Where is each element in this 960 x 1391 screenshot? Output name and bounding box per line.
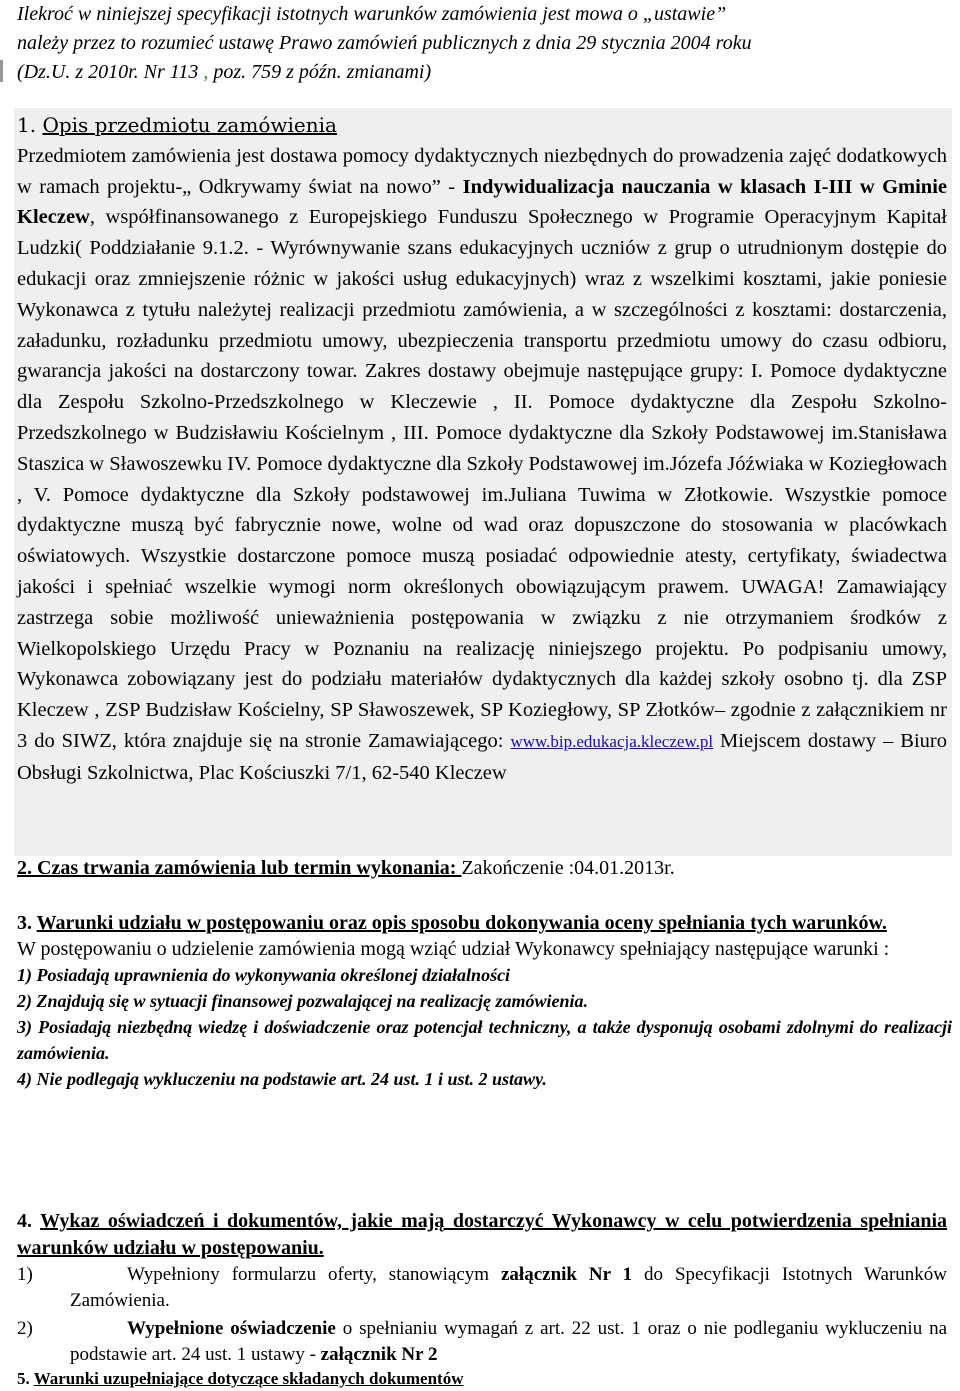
- section-3-heading: [17, 910, 952, 936]
- intro-paragraph: [17, 0, 917, 87]
- condition-item: 4) Nie podlegają wykluczeniu na podstawie art. 24 ust. 1 i ust. 2 ustawy.: [17, 1069, 547, 1089]
- item-2-text-a: Wypełnione oświadczenie: [127, 1318, 336, 1339]
- section-1: [17, 110, 947, 789]
- document-list-item: [17, 1316, 947, 1368]
- intro-line-3: [17, 58, 917, 87]
- list-item-number: 1): [17, 1264, 33, 1285]
- section-5-title: Warunki uzupełniające dotyczące składanych dokumentów: [33, 1369, 464, 1388]
- intro-comma-mark: ,: [203, 61, 209, 83]
- condition-item: 3) Posiadają niezbędną wiedzę i doświadczenie oraz potencjał techniczny, a także dysponują osobami zdolnymi do realizacji zamówienia.: [17, 1017, 952, 1063]
- section-3-number: 3.: [17, 912, 37, 934]
- margin-change-bar: [0, 60, 3, 82]
- intro-line-1: Ilekroć w niniejszej specyfikacji istotnych warunków zamówienia jest mowa o „ustawie”: [17, 3, 727, 25]
- section-1-body-c: , współfinansowanego z Europejskiego Funduszu Społecznego w Programie Operacyjnym Kapitał Ludzki( Poddziałanie 9.1.2. - Wyrównywanie szans edukacyjnych uczniów z grup o utrudnionym dostępie do edukacji oraz zmniejszenie różnic w jakości usług edukacyjnych) wraz z wszelkimi kosztami, jakie poniesie Wykonawca z tytułu należytej realizacji przedmiotu zamówienia, a w szczególności z kosztami: dostarczenia, załadunku, rozładunku przedmiotu umowy, ubezpieczenia transportu przedmiotu umowy do czasu odbioru, gwarancja jakości na dostarczony towar. Zakres dostawy obejmuje następujące grupy: I. Pomoce dydaktyczne dla Zespołu Szkolno-Przedszkolnego w Kleczewie , II. Pomoce dydaktyczne dla Zespołu Szkolno-Przedszkolnego w Budzisławiu Kościelnym , III. Pomoce dydaktyczne dla Szkoły Podstawowej im.Stanisława Staszica w Sławoszewku IV. Pomoce dydaktyczne dla Szkoły Podstawowej im.Józefa Jóźwiaka w Koziegłowach , V. Pomoce dydaktyczne dla Szkoły podstawowej im.Juliana Tuwima w Złotkowie. Wszystkie pomoce dydaktyczne muszą być fabrycznie nowe, wolne od wad oraz dopuszczone do stosowania w placówkach oświatowych. Wszystkie dostarczone pomoce muszą posiadać odpowiednie atesty, certyfikaty, świadectwa jakości i spełniać wszelkie wymogi norm określonych obowiązującym prawem. UWAGA! Zamawiający zastrzega sobie możliwość unieważnienia postępowania w związku z nie otrzymaniem środków z Wielkopolskiego Urzędu Pracy w Poznaniu na realizację niniejszego projektu. Po podpisaniu umowy, Wykonawca zobowiązany jest do podziału materiałów dydaktycznych dla każdej szkoły osobno tj. dla ZSP Kleczew , ZSP Budzisław Kościelny, SP Sławoszewek, SP Koziegłowy, SP Złotków– zgodnie z załącznikiem nr 3 do SIWZ, która znajduje się na stronie Zamawiającego:: [17, 206, 947, 752]
- section-1-body-a: Przedmiotem zamówienia jest dostawa pomocy dydaktycznych niezbędnych do prowadzenia zajęć dodatkowych w ramach projektu-„ Odkrywamy świat na nowo” -: [17, 144, 947, 198]
- item-2-text-b: o spełnianiu wymagań z art. 22 ust. 1 oraz o nie podleganiu wykluczeniu na podstawie art. 24 ust. 1 ustawy -: [70, 1318, 947, 1365]
- section-5-number: 5.: [17, 1369, 34, 1388]
- intro-line-3c: poz. 759 z późn. zmianami): [208, 61, 432, 83]
- bip-link[interactable]: www.bip.edukacja.kleczew.pl: [510, 731, 714, 751]
- section-4-heading: [17, 1208, 947, 1262]
- attachment-1-label: załącznik Nr 1: [500, 1264, 633, 1285]
- section-1-body-d: Miejscem dostawy – Biuro Obsługi Szkolnictwa, Plac Kościuszki 7/1, 62-540 Kleczew: [17, 729, 947, 784]
- section-1-body: [17, 141, 947, 789]
- intro-line-3a: (Dz.U. z 2010r. Nr 113: [17, 61, 199, 83]
- project-name: Indywidualizacja nauczania w klasach I-III w Gminie Kleczew: [17, 175, 947, 229]
- list-item-text: [70, 1262, 947, 1314]
- section-2-value: Zakończenie :04.01.2013r.: [461, 857, 675, 879]
- item-1-text-c: do Specyfikacji Istotnych Warunków Zamówienia.: [70, 1264, 947, 1311]
- section-1-title: Opis przedmiotu zamówienia: [42, 113, 337, 137]
- section-4-number: 4.: [17, 1210, 41, 1232]
- condition-item: 2) Znajdują się w sytuacji finansowej pozwalającej na realizację zamówienia.: [17, 991, 589, 1011]
- section-2: [17, 855, 947, 881]
- section-1-heading: [17, 110, 947, 141]
- section-3-title: Warunki udziału w postępowaniu oraz opis sposobu dokonywania oceny spełniania tych warunków.: [36, 912, 887, 934]
- section-1-number: 1.: [17, 113, 43, 137]
- section-2-heading: 2. Czas trwania zamówienia lub termin wykonania:: [17, 857, 462, 879]
- condition-item: 1) Posiadają uprawnienia do wykonywania określonej działalności: [17, 965, 511, 985]
- section-5-heading: [17, 1368, 947, 1390]
- section-4: [17, 1208, 947, 1390]
- document-list-item: [17, 1262, 947, 1314]
- intro-line-2: należy przez to rozumieć ustawę Prawo zamówień publicznych z dnia 29 stycznia 2004 roku: [17, 32, 752, 54]
- item-1-text-a: Wypełniony formularzu oferty, stanowiącym: [127, 1264, 501, 1285]
- section-3: [17, 910, 952, 1092]
- section-3-intro: W postępowaniu o udzielenie zamówienia mogą wziąć udział Wykonawcy spełniający następujące warunki :: [17, 938, 890, 960]
- list-item-number: 2): [17, 1318, 33, 1339]
- list-item-text: [70, 1316, 947, 1368]
- section-4-title: Wykaz oświadczeń i dokumentów, jakie mają dostarczyć Wykonawcy w celu potwierdzenia spełniania warunków udziału w postępowaniu.: [17, 1210, 948, 1259]
- attachment-2-label: załącznik Nr 2: [320, 1344, 438, 1365]
